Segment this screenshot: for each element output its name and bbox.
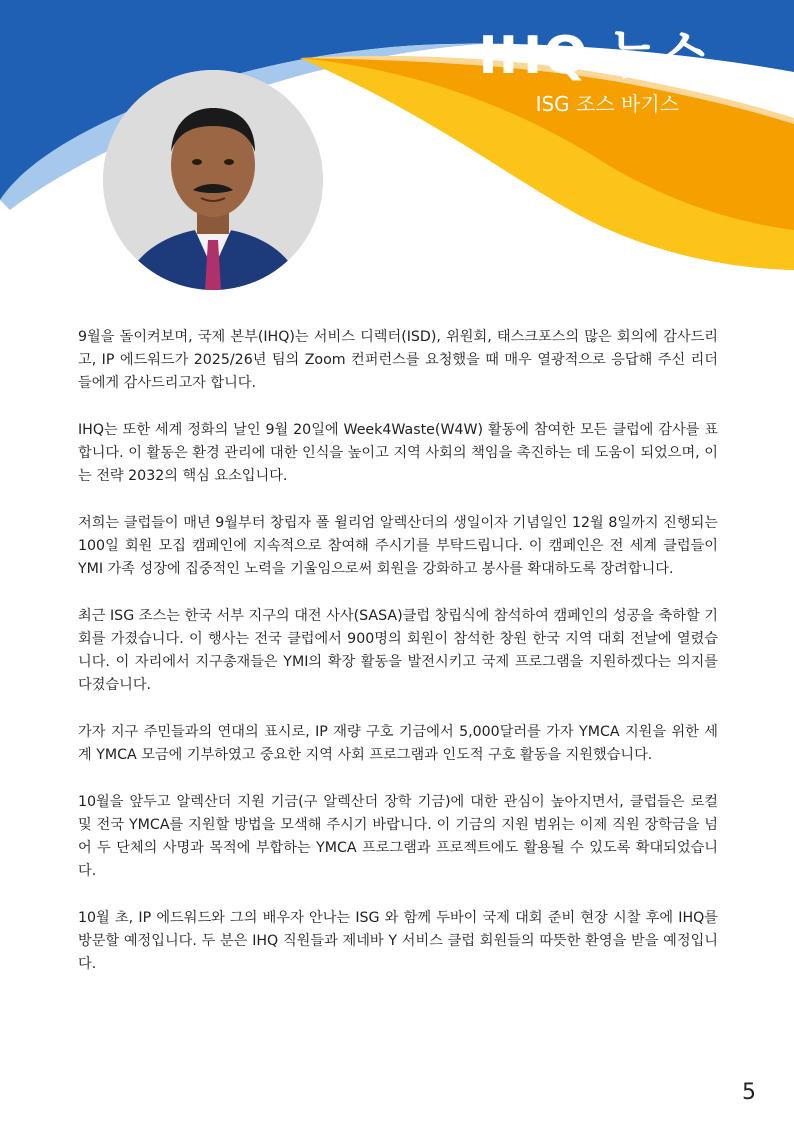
newsletter-subtitle: ISG 조스 바기스 <box>535 92 679 116</box>
paragraph: 최근 ISG 조스는 한국 서부 지구의 대전 사사(SASA)클럽 창립식에 참석하여 캠페인의 성공을 축하할 기회를 가졌습니다. 이 행사는 전국 클럽에서 900명의 회원이 참석한 창원 한국 지역 대회 전날에 열렸습니다. 이 자리에서 지구총재들은 YMI의 확장 활동을 발전시키고 국제 프로그램을 지원하겠다는 의지를 다졌습니다. <box>78 608 718 693</box>
newsletter-title: IHQ 뉴스 <box>478 26 710 86</box>
paragraph: 저희는 클럽들이 매년 9월부터 창립자 폴 윌리엄 알렉산더의 생일이자 기념일인 12월 8일까지 진행되는 100일 회원 모집 캠페인에 지속적으로 참여해 주시기를 부탁드립니다. 이 캠페인은 전 세계 클럽들이 YMI 가족 성장에 집중적인 노력을 기울임으로써 회원을 강화하고 봉사를 확대하도록 장려합니다. <box>78 515 718 577</box>
page-number: 5 <box>742 1080 756 1105</box>
person-portrait-icon <box>103 70 323 290</box>
article-body <box>78 326 718 1000</box>
paragraph: IHQ는 또한 세계 정화의 날인 9월 20일에 Week4Waste(W4W) 활동에 참여한 모든 클럽에 감사를 표합니다. 이 활동은 환경 관리에 대한 인식을 높이고 지역 사회의 책임을 촉진하는 데 도움이 되었으며, 이는 전략 2032의 핵심 요소입니다. <box>78 422 718 484</box>
paragraph: 10월을 앞두고 알렉산더 지원 기금(구 알렉산더 장학 기금)에 대한 관심이 높아지면서, 클럽들은 로컬 및 전국 YMCA를 지원할 방법을 모색해 주시기 바랍니다. 이 기금의 지원 범위는 이제 직원 장학금을 넘어 두 단체의 사명과 목적에 부합하는 YMCA 프로그램과 프로젝트에도 활용될 수 있도록 확대되었습니다. <box>78 794 718 879</box>
paragraph: 가자 지구 주민들과의 연대의 표시로, IP 재량 구호 기금에서 5,000달러를 가자 YMCA 지원을 위한 세계 YMCA 모금에 기부하였고 중요한 지역 사회 프로그램과 인도적 구호 활동을 지원했습니다. <box>78 724 718 763</box>
paragraph: 10월 초, IP 에드워드와 그의 배우자 안나는 ISG 와 함께 두바이 국제 대회 준비 현장 시찰 후에 IHQ를 방문할 예정입니다. 두 분은 IHQ 직원들과 제네바 Y 서비스 클럽 회원들의 따뜻한 환영을 받을 예정입니다. <box>78 910 718 972</box>
paragraph: 9월을 돌이켜보며, 국제 본부(IHQ)는 서비스 디렉터(ISD), 위원회, 태스크포스의 많은 회의에 감사드리고, IP 에드워드가 2025/26년 팀의 Zoom 컨퍼런스를 요청했을 때 매우 열광적으로 응답해 주신 리더들에게 감사드리고자 합니다. <box>78 329 718 391</box>
portrait-photo <box>103 70 323 290</box>
